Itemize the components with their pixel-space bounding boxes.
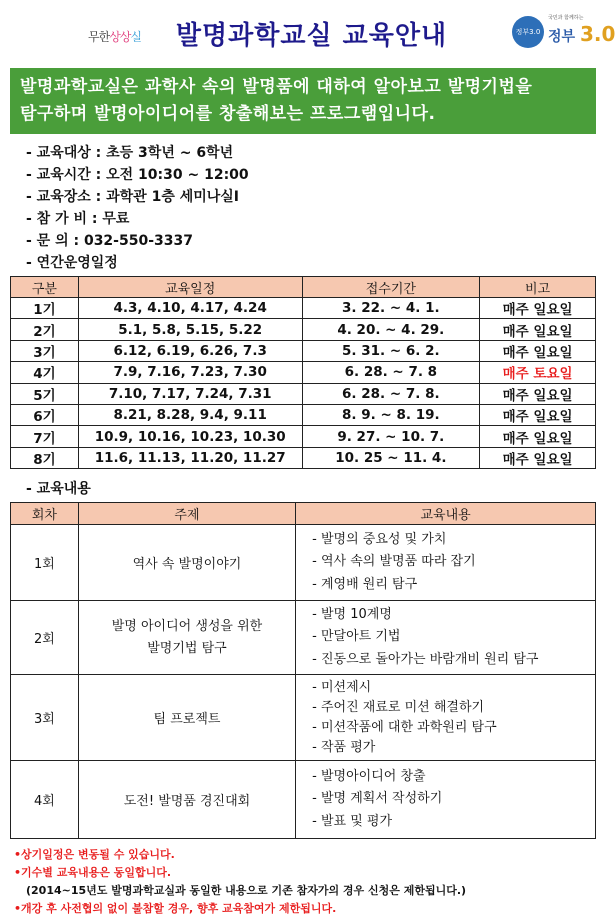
table-row <box>11 761 596 839</box>
table-row <box>11 525 596 601</box>
gov-version: 3.0 <box>579 22 615 46</box>
schedule-dates: 10.9, 10.16, 10.23, 10.30 <box>78 426 302 447</box>
info-time: - 교육시간 : 오전 10:30 ~ 12:00 <box>26 167 249 183</box>
curriculum-header-topic: 주제 <box>78 503 295 525</box>
info-place: - 교육장소 : 과학관 1층 세미나실I <box>26 189 240 205</box>
table-row <box>11 675 596 761</box>
table-row <box>11 404 596 425</box>
schedule-term: 8기 <box>11 447 79 468</box>
list-item: - 발표 및 평가 <box>312 813 393 829</box>
schedule-note: 매주 일요일 <box>480 404 596 425</box>
schedule-period: 4. 20. ~ 4. 29. <box>302 319 480 340</box>
schedule-dates: 5.1, 5.8, 5.15, 5.22 <box>78 319 302 340</box>
table-row <box>11 447 596 468</box>
schedule-term: 3기 <box>11 340 79 361</box>
topic-line: 발명 아이디어 생성을 위한 <box>111 618 263 634</box>
table-row <box>11 383 596 404</box>
info-contact: - 문 의 : 032-550-3337 <box>26 233 193 249</box>
logo-text-part3: 실 <box>130 30 141 44</box>
list-item: - 발명 10계명 <box>312 606 392 622</box>
banner-line-1: 발명과학교실은 과학사 속의 발명품에 대하여 알아보고 발명기법을 <box>20 77 533 97</box>
schedule-period: 5. 31. ~ 6. 2. <box>302 340 480 361</box>
schedule-period: 6. 28. ~ 7. 8. <box>302 383 480 404</box>
schedule-dates: 7.9, 7.16, 7.23, 7.30 <box>78 362 302 383</box>
list-item: - 계영배 원리 탐구 <box>312 576 418 592</box>
schedule-note: 매주 일요일 <box>480 340 596 361</box>
gov-circle-badge: 정부3.0 <box>512 16 544 48</box>
topic-line: 역사 속 발명이야기 <box>132 557 242 572</box>
list-item: - 주어진 재료로 미션 해결하기 <box>312 699 485 715</box>
info-list <box>26 142 586 274</box>
logo-text-part1: 무한 <box>88 30 110 44</box>
table-row <box>11 601 596 675</box>
list-item: - 발명아이디어 창출 <box>312 768 426 784</box>
curriculum-header-row <box>11 503 596 525</box>
table-row <box>11 319 596 340</box>
curriculum-topic <box>78 525 295 601</box>
table-row <box>11 426 596 447</box>
curriculum-session: 2회 <box>11 601 79 675</box>
gov-text: 정부 <box>548 29 576 45</box>
schedule-note: 매주 일요일 <box>480 383 596 404</box>
topic-line: 팀 프로젝트 <box>153 712 221 727</box>
list-item: - 역사 속의 발명품 따라 잡기 <box>312 554 476 570</box>
list-item: - 만달아트 기법 <box>312 629 401 645</box>
schedule-term: 4기 <box>11 362 79 383</box>
note-same-content: •기수별 교육내용은 동일합니다. <box>14 866 172 879</box>
curriculum-heading: - 교육내용 <box>26 481 91 497</box>
schedule-period: 9. 27. ~ 10. 7. <box>302 426 480 447</box>
schedule-period: 10. 25 ~ 11. 4. <box>302 447 480 468</box>
schedule-note-highlight: 매주 토요일 <box>480 362 596 383</box>
banner-line-2: 탐구하며 발명아이디어를 창출해보는 프로그램입니다. <box>20 104 436 124</box>
schedule-note: 매주 일요일 <box>480 426 596 447</box>
list-item: - 작품 평가 <box>312 739 376 755</box>
page-title: 발명과학교실 교육안내 <box>175 21 448 51</box>
schedule-table <box>10 276 596 469</box>
note-restriction: (2014~15년도 발명과학교실과 동일한 내용으로 기존 참자가의 경우 신청은 제한됩니다.) <box>26 884 467 897</box>
curriculum-topic <box>78 675 295 761</box>
curriculum-header-session: 회차 <box>11 503 79 525</box>
curriculum-items <box>296 675 596 761</box>
schedule-term: 7기 <box>11 426 79 447</box>
schedule-period: 3. 22. ~ 4. 1. <box>302 298 480 319</box>
schedule-header-note: 비고 <box>480 277 596 298</box>
info-fee: - 참 가 비 : 무료 <box>26 211 130 227</box>
curriculum-table <box>10 502 596 839</box>
schedule-dates: 11.6, 11.13, 11.20, 11.27 <box>78 447 302 468</box>
note-absence-penalty: •개강 후 사전협의 없이 불참할 경우, 향후 교육참여가 제한됩니다. <box>14 902 337 915</box>
schedule-dates: 4.3, 4.10, 4.17, 4.24 <box>78 298 302 319</box>
schedule-note: 매주 일요일 <box>480 298 596 319</box>
curriculum-items <box>296 761 596 839</box>
curriculum-session: 1회 <box>11 525 79 601</box>
schedule-term: 5기 <box>11 383 79 404</box>
table-row <box>11 340 596 361</box>
curriculum-topic <box>78 761 295 839</box>
schedule-term: 2기 <box>11 319 79 340</box>
government-logo <box>508 8 615 58</box>
curriculum-session: 3회 <box>11 675 79 761</box>
schedule-dates: 6.12, 6.19, 6.26, 7.3 <box>78 340 302 361</box>
schedule-note: 매주 일요일 <box>480 447 596 468</box>
note-schedule-change: •상기일정은 변동될 수 있습니다. <box>14 848 175 861</box>
curriculum-items <box>296 525 596 601</box>
list-item: - 발명 계획서 작성하기 <box>312 791 443 807</box>
list-item: - 미션작품에 대한 과학원리 탐구 <box>312 719 497 735</box>
page-header <box>0 0 615 66</box>
list-item: - 발명의 중요성 및 가치 <box>312 531 447 547</box>
schedule-term: 6기 <box>11 404 79 425</box>
list-item: - 진동으로 돌아가는 바람개비 원리 탐구 <box>312 651 539 667</box>
schedule-header-row <box>11 277 596 298</box>
schedule-term: 1기 <box>11 298 79 319</box>
schedule-dates: 8.21, 8.28, 9.4, 9.11 <box>78 404 302 425</box>
curriculum-topic <box>78 601 295 675</box>
curriculum-items <box>296 601 596 675</box>
curriculum-header-content: 교육내용 <box>296 503 596 525</box>
table-row <box>11 362 596 383</box>
schedule-header-dates: 교육일정 <box>78 277 302 298</box>
schedule-header-period: 접수기간 <box>302 277 480 298</box>
logo-text-part2: 상상 <box>109 30 131 44</box>
intro-banner <box>10 68 596 134</box>
schedule-dates: 7.10, 7.17, 7.24, 7.31 <box>78 383 302 404</box>
curriculum-session: 4회 <box>11 761 79 839</box>
table-row <box>11 298 596 319</box>
info-target: - 교육대상 : 초등 3학년 ~ 6학년 <box>26 145 234 161</box>
gov-small-text: 국민과 함께하는 <box>548 15 584 21</box>
topic-line: 발명기법 탐구 <box>147 640 227 656</box>
info-schedule-heading: - 연간운영일정 <box>26 255 118 271</box>
schedule-period: 6. 28. ~ 7. 8 <box>302 362 480 383</box>
schedule-header-term: 구분 <box>11 277 79 298</box>
list-item: - 미션제시 <box>312 679 372 695</box>
topic-line: 도전! 발명품 경진대회 <box>123 794 251 809</box>
schedule-period: 8. 9. ~ 8. 19. <box>302 404 480 425</box>
notes-section <box>14 846 599 918</box>
schedule-note: 매주 일요일 <box>480 319 596 340</box>
